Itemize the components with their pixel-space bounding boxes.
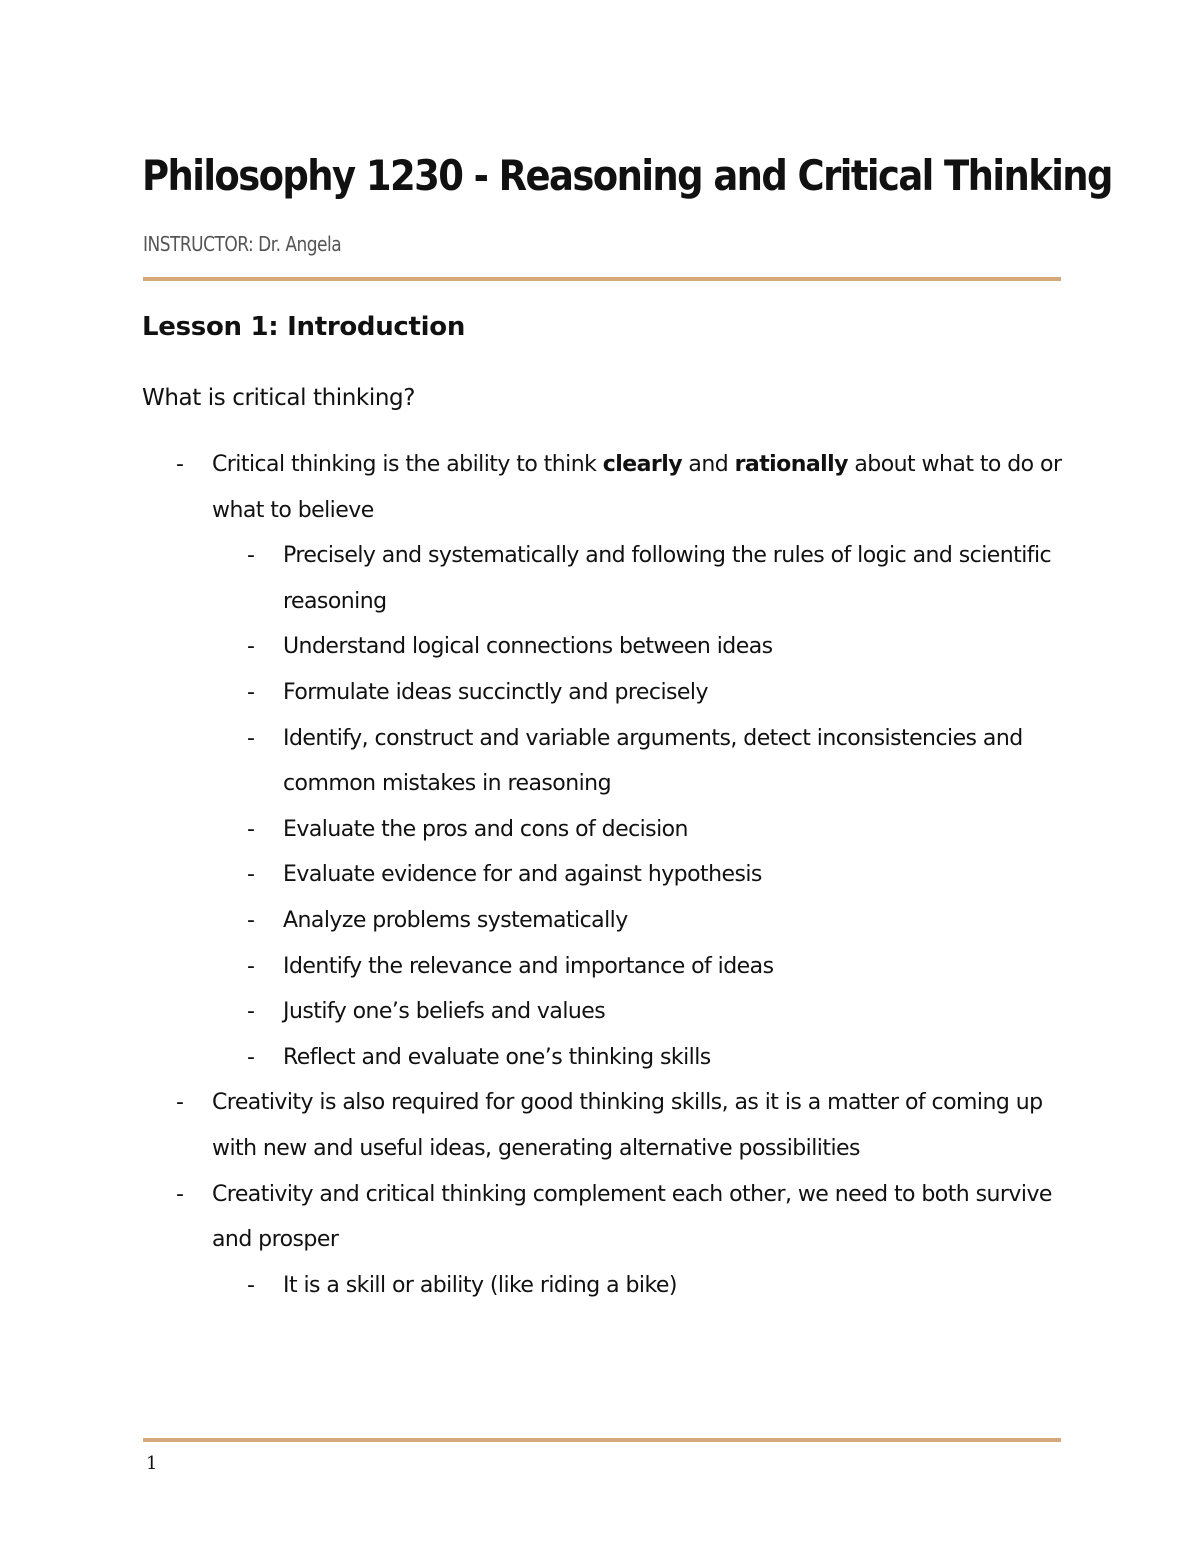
list-item: [247, 807, 1073, 853]
instructor-line: [143, 229, 341, 259]
bullet-text: Identify the relevance and importance of ideas: [283, 953, 774, 979]
list-item: [247, 989, 1073, 1035]
bullet-dash: -: [176, 452, 184, 477]
list-item: [247, 533, 1073, 624]
bullet-text: and: [681, 452, 735, 477]
bullet-text: Justify one’s beliefs and values: [283, 999, 606, 1025]
bold-term-rationally: rationally: [734, 452, 848, 477]
list-item: [247, 852, 1073, 898]
instructor-name: Dr. Angela: [258, 232, 342, 256]
bullet-text: It is a skill or ability (like riding a bike): [283, 1272, 677, 1298]
bullet-dash: -: [247, 999, 255, 1025]
bullet-dash: -: [247, 725, 255, 751]
list-item: [247, 944, 1073, 990]
page-title: Philosophy 1230 - Reasoning and Critical Thinking: [142, 151, 1112, 200]
bullet-dash: -: [247, 1272, 255, 1298]
bullet-dash: -: [176, 1181, 184, 1207]
bullet-text: Creativity and critical thinking complement each other, we need to both survive and prosper: [212, 1181, 1052, 1253]
list-item: [247, 1263, 1073, 1309]
bullet-text: Evaluate evidence for and against hypothesis: [283, 862, 762, 888]
list-item: [176, 1172, 1072, 1263]
bullet-text: Creativity is also required for good thinking skills, as it is a matter of coming up with new and useful ideas, generating alternative possibilities: [212, 1090, 1043, 1161]
bullet-text: Precisely and systematically and following the rules of logic and scientific reasoning: [283, 543, 1052, 614]
list-item: [247, 624, 1073, 670]
page-number: 1: [146, 1453, 158, 1474]
bullet-dash: -: [247, 907, 255, 933]
bullet-text: Analyze problems systematically: [283, 907, 628, 933]
bullet-text: Critical thinking is the ability to think: [212, 452, 603, 477]
bullet-text: Reflect and evaluate one’s thinking skills: [283, 1044, 711, 1070]
bullet-text: Understand logical connections between ideas: [283, 634, 773, 660]
lesson-heading: Lesson 1: Introduction: [142, 312, 466, 342]
bullet-text: Formulate ideas succinctly and precisely: [283, 679, 708, 705]
bullet-text: Identify, construct and variable arguments, detect inconsistencies and common mistakes in reasoning: [283, 725, 1023, 797]
lesson-question: What is critical thinking?: [142, 385, 416, 411]
bullet-dash: -: [247, 543, 255, 569]
instructor-label: INSTRUCTOR:: [143, 232, 254, 256]
bullet-dash: -: [247, 862, 255, 888]
footer-divider: [143, 1438, 1061, 1442]
list-item: [176, 442, 1072, 533]
list-item: [176, 1080, 1072, 1171]
list-item: [247, 716, 1073, 807]
bullet-dash: -: [247, 1044, 255, 1070]
header-divider: [143, 277, 1061, 281]
bullet-dash: -: [247, 953, 255, 979]
bullet-dash: -: [247, 816, 255, 842]
bullet-list: [0, 442, 1200, 1308]
list-item: [247, 1035, 1073, 1081]
bullet-dash: -: [247, 634, 255, 660]
bullet-dash: -: [176, 1090, 184, 1116]
bullet-text: about what to do or what to believe: [212, 452, 1062, 523]
list-item: [247, 670, 1073, 716]
bullet-dash: -: [247, 679, 255, 705]
bold-term-clearly: clearly: [602, 452, 682, 477]
list-item: [247, 898, 1073, 944]
bullet-text: Evaluate the pros and cons of decision: [283, 816, 688, 842]
